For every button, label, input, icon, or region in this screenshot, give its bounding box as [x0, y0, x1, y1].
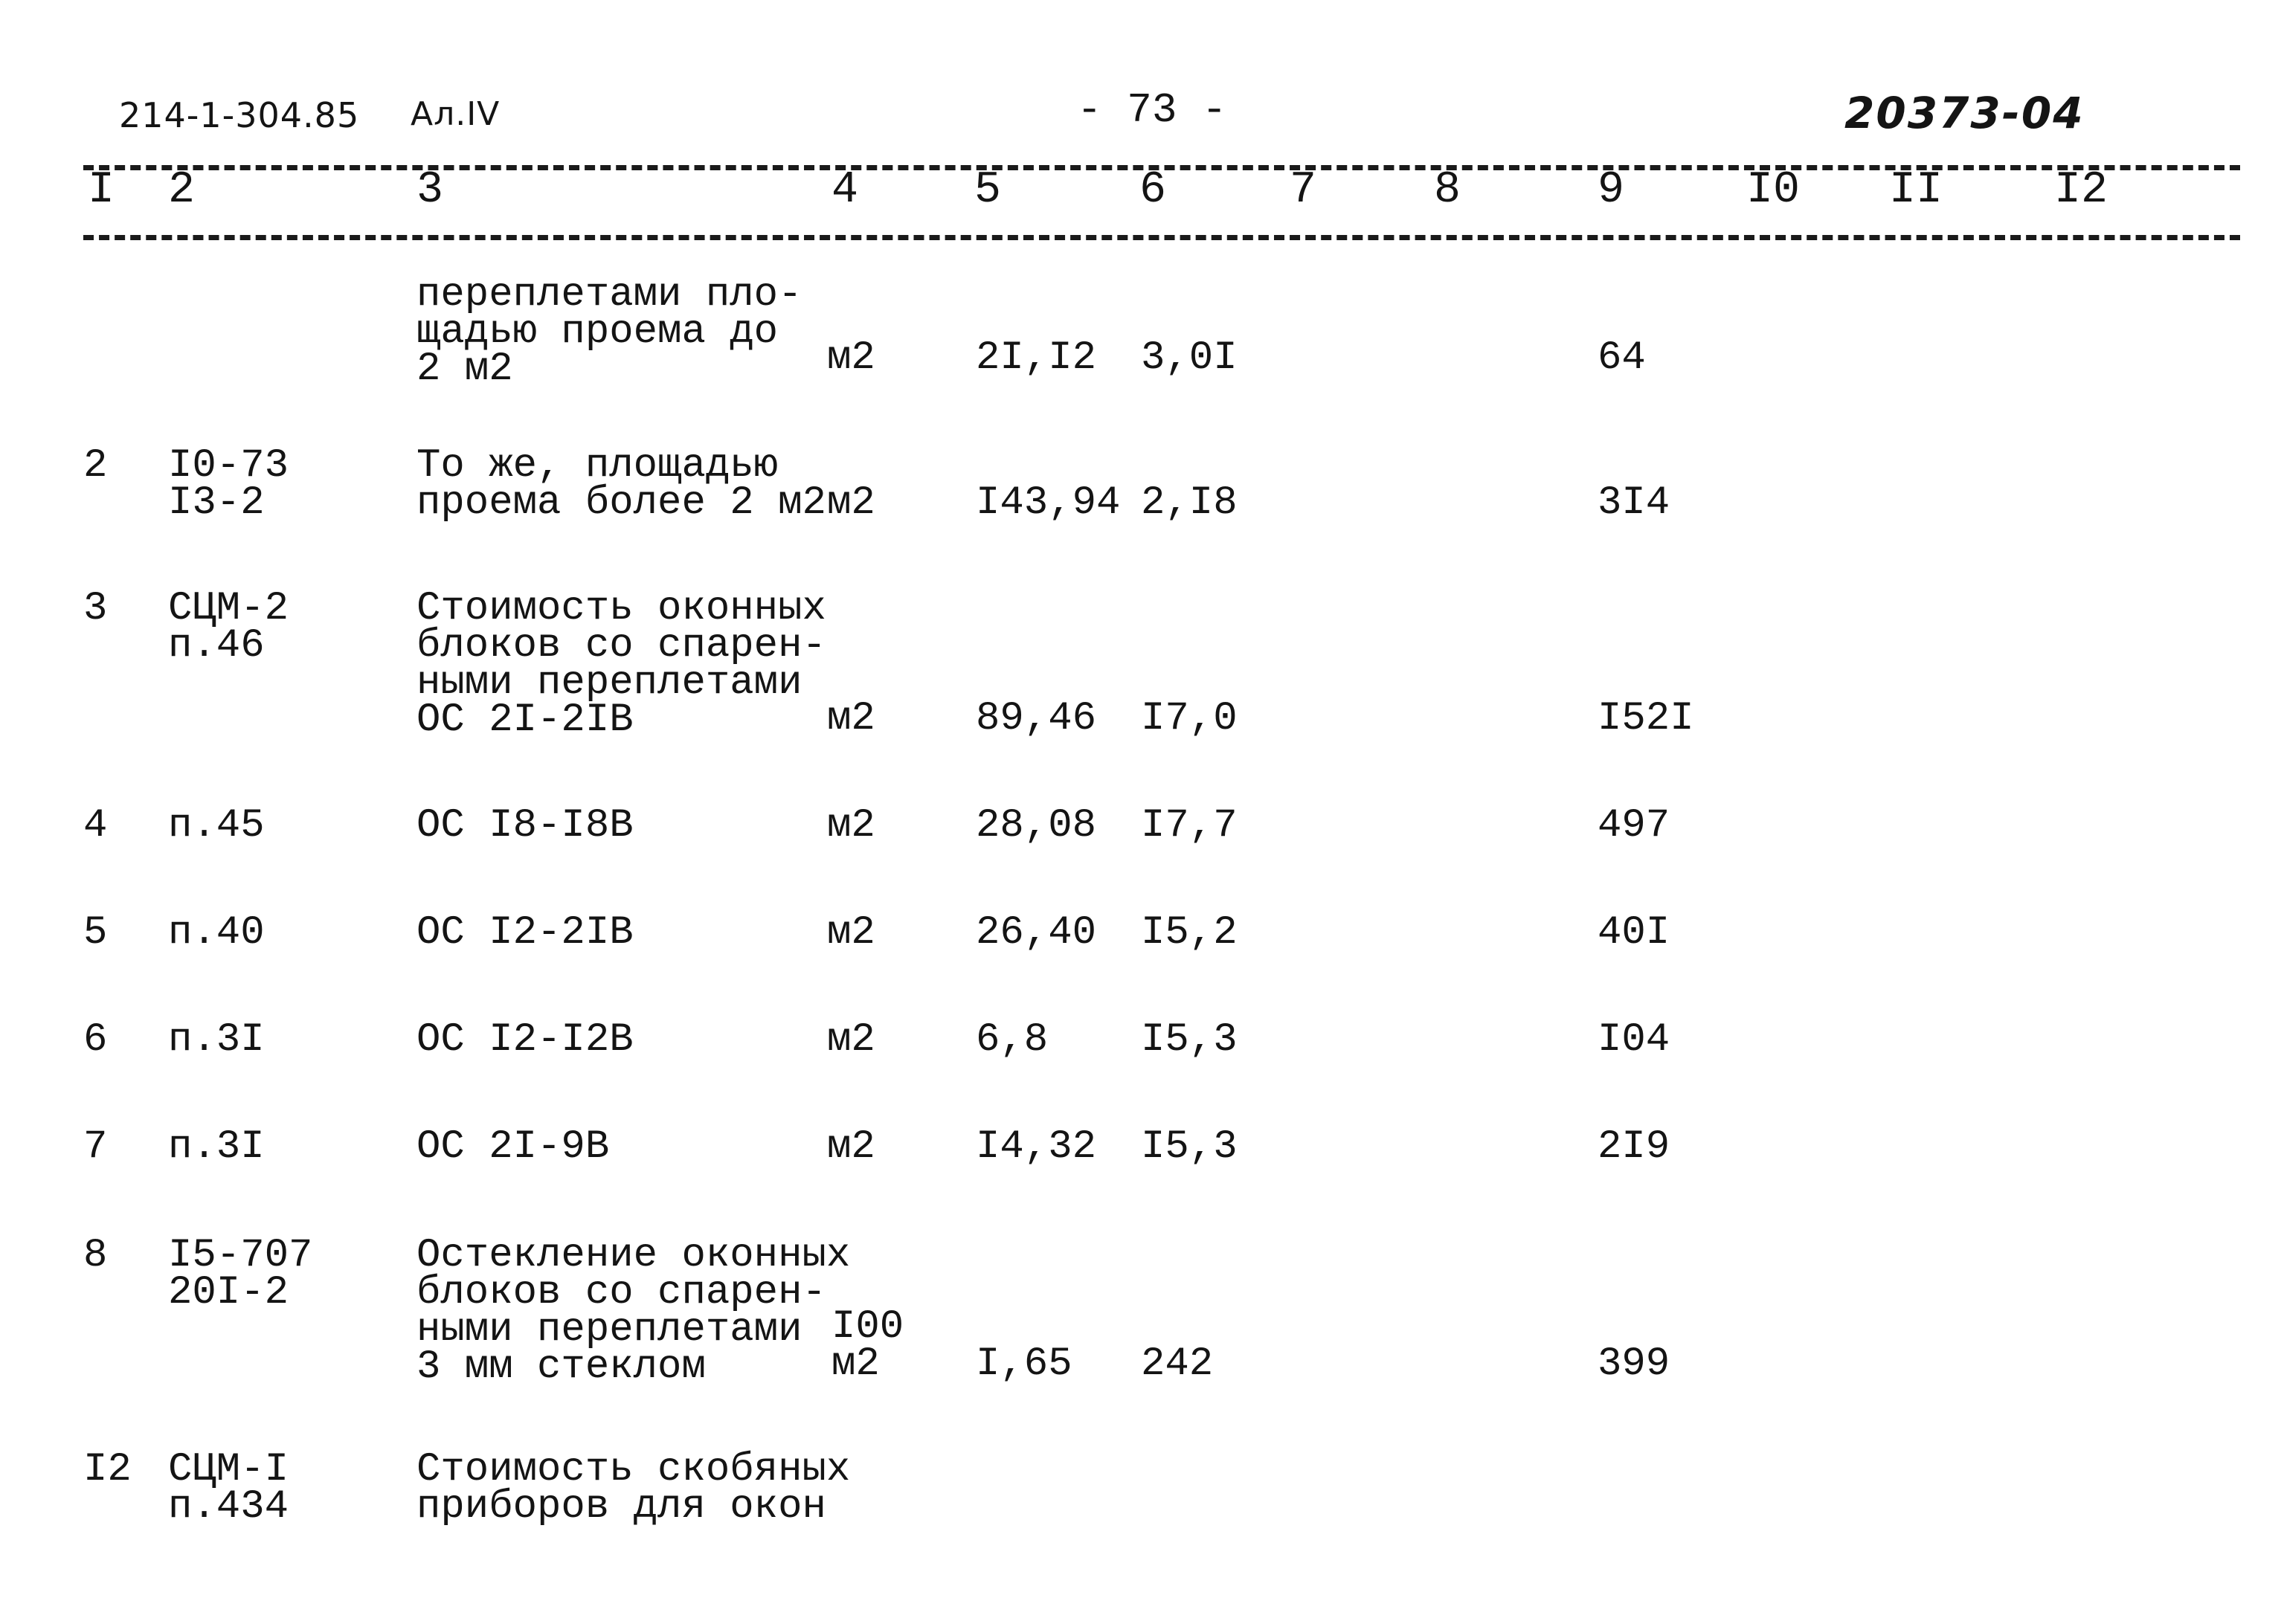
- row-code: п.3I: [168, 1017, 265, 1063]
- column-header-10: I0: [1746, 165, 1801, 216]
- row-price: I7,0: [1141, 696, 1238, 741]
- column-header-1: I: [88, 165, 115, 216]
- row-number: 7: [83, 1124, 108, 1170]
- row-code: I5-707 20I-2: [168, 1233, 313, 1315]
- row-total: I52I: [1598, 696, 1694, 741]
- row-unit: I00 м2: [831, 1304, 904, 1387]
- row-total: 40I: [1598, 910, 1670, 956]
- row-code: СЦМ-2 п.46: [168, 586, 289, 668]
- row-quantity: 28,08: [976, 803, 1097, 848]
- row-number: 4: [83, 803, 108, 848]
- document-number: 20373-04: [1844, 88, 2085, 138]
- row-total: 64: [1598, 335, 1646, 381]
- row-code: п.40: [168, 910, 265, 956]
- row-total: I04: [1598, 1017, 1670, 1063]
- row-name: ОС I8-I8В: [416, 803, 634, 848]
- row-price: 242: [1141, 1341, 1214, 1387]
- row-number: 5: [83, 910, 108, 956]
- row-quantity: 26,40: [976, 910, 1097, 956]
- row-number: 8: [83, 1233, 108, 1278]
- column-header-9: 9: [1598, 165, 1625, 216]
- column-header-12: I2: [2054, 165, 2108, 216]
- row-price: I5,3: [1141, 1017, 1238, 1063]
- row-number: 2: [83, 443, 108, 489]
- column-header-3: 3: [416, 165, 444, 216]
- column-header-8: 8: [1434, 165, 1461, 216]
- row-name: Остекление оконных блоков со спарен- ными переплетами 3 мм стеклом: [416, 1233, 851, 1390]
- row-name: ОС I2-I2В: [416, 1017, 634, 1063]
- row-unit: м2: [827, 1124, 875, 1170]
- row-price: 3,0I: [1141, 335, 1238, 381]
- row-name: Стоимость оконных блоков со спарен- ными переплетами ОС 2I-2IВ: [416, 586, 826, 743]
- row-code: п.3I: [168, 1124, 265, 1170]
- column-header-4: 4: [831, 165, 859, 216]
- row-total: 3I4: [1598, 480, 1670, 526]
- column-header-6: 6: [1139, 165, 1167, 216]
- column-header-5: 5: [974, 165, 1002, 216]
- row-unit: м2: [827, 335, 875, 381]
- column-header-7: 7: [1290, 165, 1317, 216]
- row-code: СЦМ-I п.434: [168, 1447, 289, 1530]
- row-name: ОС I2-2IВ: [416, 910, 634, 956]
- row-code: п.45: [168, 803, 265, 848]
- row-name: Стоимость скобяных приборов для окон: [416, 1447, 851, 1530]
- row-code: I0-73 I3-2: [168, 443, 289, 526]
- album-label: Ал.IV: [411, 95, 501, 133]
- row-name: То же, площадью проема более 2 м2: [416, 443, 826, 526]
- row-quantity: 2I,I2: [976, 335, 1097, 381]
- row-price: I5,2: [1141, 910, 1238, 956]
- column-header-11: II: [1889, 165, 1943, 216]
- row-quantity: 89,46: [976, 696, 1097, 741]
- row-name: ОС 2I-9В: [416, 1124, 610, 1170]
- row-unit: м2: [827, 1017, 875, 1063]
- row-unit: м2: [827, 910, 875, 956]
- row-unit: м2: [827, 696, 875, 741]
- row-quantity: 6,8: [976, 1017, 1049, 1063]
- page-number: - 73 -: [1077, 86, 1227, 134]
- row-name: переплетами пло- щадью проема до 2 м2: [416, 272, 802, 392]
- row-number: 6: [83, 1017, 108, 1063]
- row-price: I5,3: [1141, 1124, 1238, 1170]
- row-quantity: I43,94: [976, 480, 1121, 526]
- header-bottom-rule: [83, 235, 2240, 240]
- row-number: I2: [83, 1447, 132, 1492]
- row-price: I7,7: [1141, 803, 1238, 848]
- row-number: 3: [83, 586, 108, 631]
- column-header-2: 2: [168, 165, 196, 216]
- row-quantity: I,65: [976, 1341, 1072, 1387]
- row-total: 399: [1598, 1341, 1670, 1387]
- row-price: 2,I8: [1141, 480, 1238, 526]
- row-unit: м2: [827, 803, 875, 848]
- row-unit: м2: [827, 480, 875, 526]
- row-total: 497: [1598, 803, 1670, 848]
- document-code: 214-1-304.85: [119, 95, 360, 135]
- row-total: 2I9: [1598, 1124, 1670, 1170]
- row-quantity: I4,32: [976, 1124, 1097, 1170]
